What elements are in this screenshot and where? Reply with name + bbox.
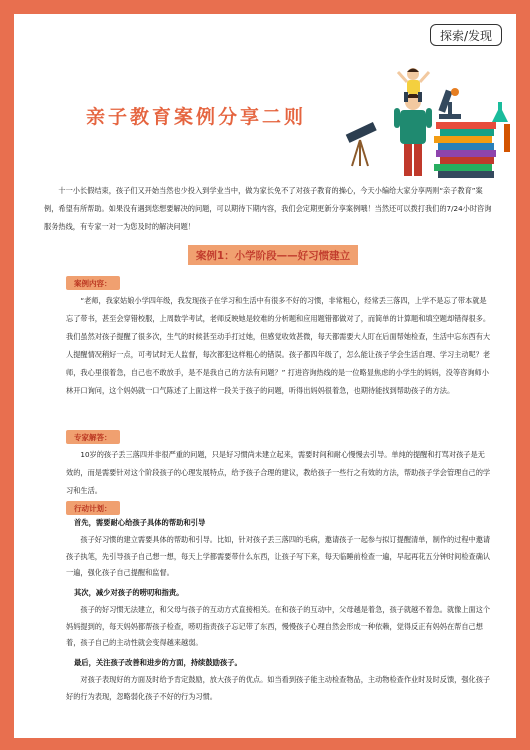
- parent-child-science-illustration: [344, 62, 516, 180]
- intro-paragraph: 十一小长假结束，孩子们又开始当然也少投入到学业当中，做为家长免不了对孩子教育的操心，今天小编给大家分享两则“亲子教育”案例，希望有所帮助。如果没有遇到您想要解决的问题，可以期待下期内容，我们会定期更新分享案例哦！当然还可以拨打我们的7/24小时咨询服务热线，有专家一对一为您及时的解决问题！: [44, 186, 492, 231]
- expert-answer-paragraph: 10岁的孩子丢三落四并非很严重的问题，只是好习惯尚未建立起来，需要时间和耐心慢慢去引导。单纯的提醒和打骂对孩子是无效的，而是需要针对这个阶段孩子的心理发展特点，给予孩子合理的建议，教给孩子一些行之有效的方法，帮助孩子学会管理自己的学习和生活。: [66, 450, 491, 495]
- explore-discover-button[interactable]: 探索/发现: [430, 24, 502, 46]
- hero-title: 亲子教育案例分享二则: [86, 106, 307, 128]
- case-content-tag: 案例内容：: [66, 276, 120, 290]
- step2-title: 其次，减少对孩子的唠叨和指责。: [74, 588, 184, 597]
- step1-title: 首先，需要耐心给孩子具体的帮助和引导: [74, 518, 206, 527]
- step1-paragraph: 孩子好习惯的建立需要具体的帮助和引导。比如，针对孩子丢三落四的毛病，邀请孩子一起参与拟订提醒清单，制作的过程中邀请孩子执笔，先引导孩子自己想一想，每天上学都需要带什么东西，让孩子写下来，每天临睡前检查一遍，早起再花五分钟时间检查确认一遍，强化孩子自己提醒和监督。: [66, 535, 491, 577]
- step2-paragraph: 孩子的好习惯无法建立，和父母与孩子的互动方式直接相关。在和孩子的互动中，父母越是着急，孩子就越不着急。就像上面这个妈妈提到的，每天妈妈都帮孩子检查，唠叨指责孩子忘记带了东西，慢慢孩子心理自然会形成一种依赖，觉得反正有妈妈在帮自己想着，孩子自己的主动性就会变得越来越弱。: [66, 605, 491, 647]
- case-content-paragraph: “老师，我家姑娘小学四年级，我发现孩子在学习和生活中有很多不好的习惯，非常粗心，经常丢三落四，上学不是忘了带本就是忘了带书，甚至会穿错校服，上周数学考试，老师反映她是较难的分析题和应用题错都做对了，而简单的计算题和填空题却错得很多。我们虽然对孩子提醒了很多次，生气的时候甚至动手打过她，但感觉收效甚微，每天都需要大人盯在后面帮她检查，生活中忘东西有大人提醒情况稍好一点，可考试时无人监督，每次都犯这样粗心的错误。孩子都四年级了，怎么能让孩子学会生活自理、学习主动呢？老师，我心里很着急，自己也不敢放手，是不是我自己的方法有问题？” 打进咨询热线的是一位略显焦虑的小学生的妈妈，没等咨询师小林开口询问，这个妈妈就一口气陈述了上面这样一段关于孩子的问题，听得出妈妈很着急，也期待能找到帮助孩子的方法。: [66, 296, 491, 395]
- action-plan-tag: 行动计划：: [66, 501, 120, 515]
- step3-paragraph: 对孩子表现好的方面及时给予肯定鼓励，放大孩子的优点。如当看到孩子能主动检查物品，主动物检查作业时及时反馈，强化孩子好的行为表现，忽略弱化孩子不好的行为习惯。: [66, 675, 491, 701]
- case1-title-banner: 案例1：小学阶段——好习惯建立: [188, 245, 358, 265]
- step3-title: 最后，关注孩子改善和进步的方面，持续鼓励孩子。: [74, 658, 242, 667]
- expert-answer-tag: 专家解答：: [66, 430, 120, 444]
- page: [14, 14, 516, 738]
